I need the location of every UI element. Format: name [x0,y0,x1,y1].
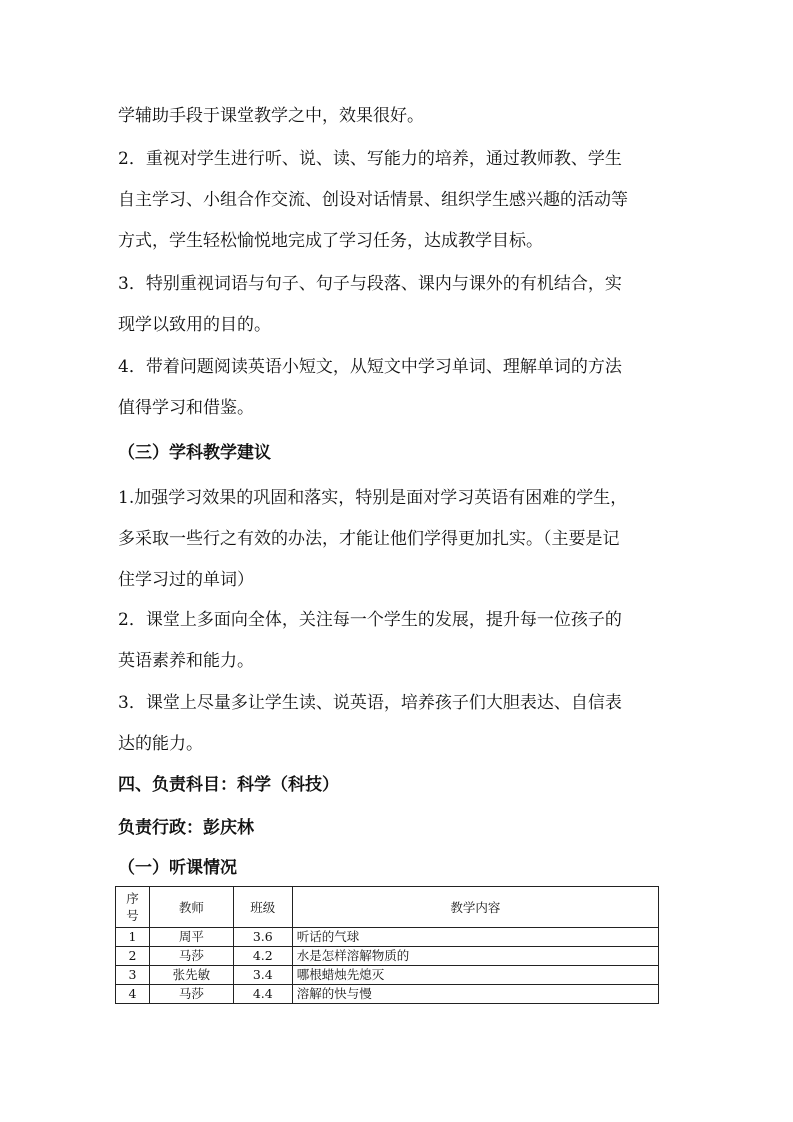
cell-content: 溶解的快与慢 [292,985,658,1004]
cell-teacher: 周平 [149,928,233,947]
cell-index: 2 [116,947,150,966]
section-title: 四、负责科目：科学（科技） [118,775,339,795]
paragraph-1 [118,96,680,137]
text-line: 方式，学生轻松愉悦地完成了学习任务，达成教学目标。 [118,231,543,251]
header-teacher: 教师 [149,887,233,928]
table-row [116,985,659,1004]
text-line: 值得学习和借鉴。 [118,398,254,418]
cell-class: 4.4 [233,985,292,1004]
text-line: 学辅助手段于课堂教学之中，效果很好。 [118,106,424,126]
cell-teacher: 马莎 [149,947,233,966]
text-line: 3．课堂上尽量多让学生读、说英语，培养孩子们大胆表达、自信表 [118,693,622,713]
table-row [116,928,659,947]
admin-line: 负责行政：彭庆林 [118,818,254,838]
paragraph-4 [118,347,680,429]
text-line: 达的能力。 [118,734,203,754]
text-line: 多采取一些行之有效的办法，才能让他们学得更加扎实。（主要是记 [118,529,620,549]
paragraph-3 [118,264,680,346]
text-line: 英语素养和能力。 [118,651,254,671]
cell-class: 3.6 [233,928,292,947]
text-line: 现学以致用的目的。 [118,315,271,335]
header-content: 教学内容 [292,887,658,928]
subsection-title: （一）听课情况 [118,858,237,878]
table-row [116,947,659,966]
paragraph-2 [118,139,680,262]
cell-teacher: 张先敏 [149,966,233,985]
cell-content: 哪根蜡烛先熄灭 [292,966,658,985]
text-line: 自主学习、小组合作交流、创设对话情景、组织学生感兴趣的活动等 [118,190,628,210]
heading-suggestions: （三）学科教学建议 [118,443,271,463]
text-line: 2．课堂上多面向全体，关注每一个学生的发展，提升每一位孩子的 [118,610,622,630]
cell-class: 4.2 [233,947,292,966]
cell-teacher: 马莎 [149,985,233,1004]
suggestion-1 [118,478,680,601]
table-header-row [116,887,659,928]
lessons-table [115,886,659,1004]
text-line: 1.加强学习效果的巩固和落实，特别是面对学习英语有困难的学生， [118,488,628,508]
header-index: 序号 [116,887,150,928]
table-row [116,966,659,985]
cell-index: 4 [116,985,150,1004]
cell-class: 3.4 [233,966,292,985]
text-line: 3．特别重视词语与句子、句子与段落、课内与课外的有机结合，实 [118,274,622,294]
text-line: 住学习过的单词） [118,570,254,590]
cell-content: 听话的气球 [292,928,658,947]
suggestion-3 [118,683,680,765]
cell-content: 水是怎样溶解物质的 [292,947,658,966]
header-class: 班级 [233,887,292,928]
text-line: 2．重视对学生进行听、说、读、写能力的培养，通过教师教、学生 [118,149,622,169]
suggestion-2 [118,600,680,682]
text-line: 4．带着问题阅读英语小短文，从短文中学习单词、理解单词的方法 [118,357,622,377]
cell-index: 3 [116,966,150,985]
cell-index: 1 [116,928,150,947]
